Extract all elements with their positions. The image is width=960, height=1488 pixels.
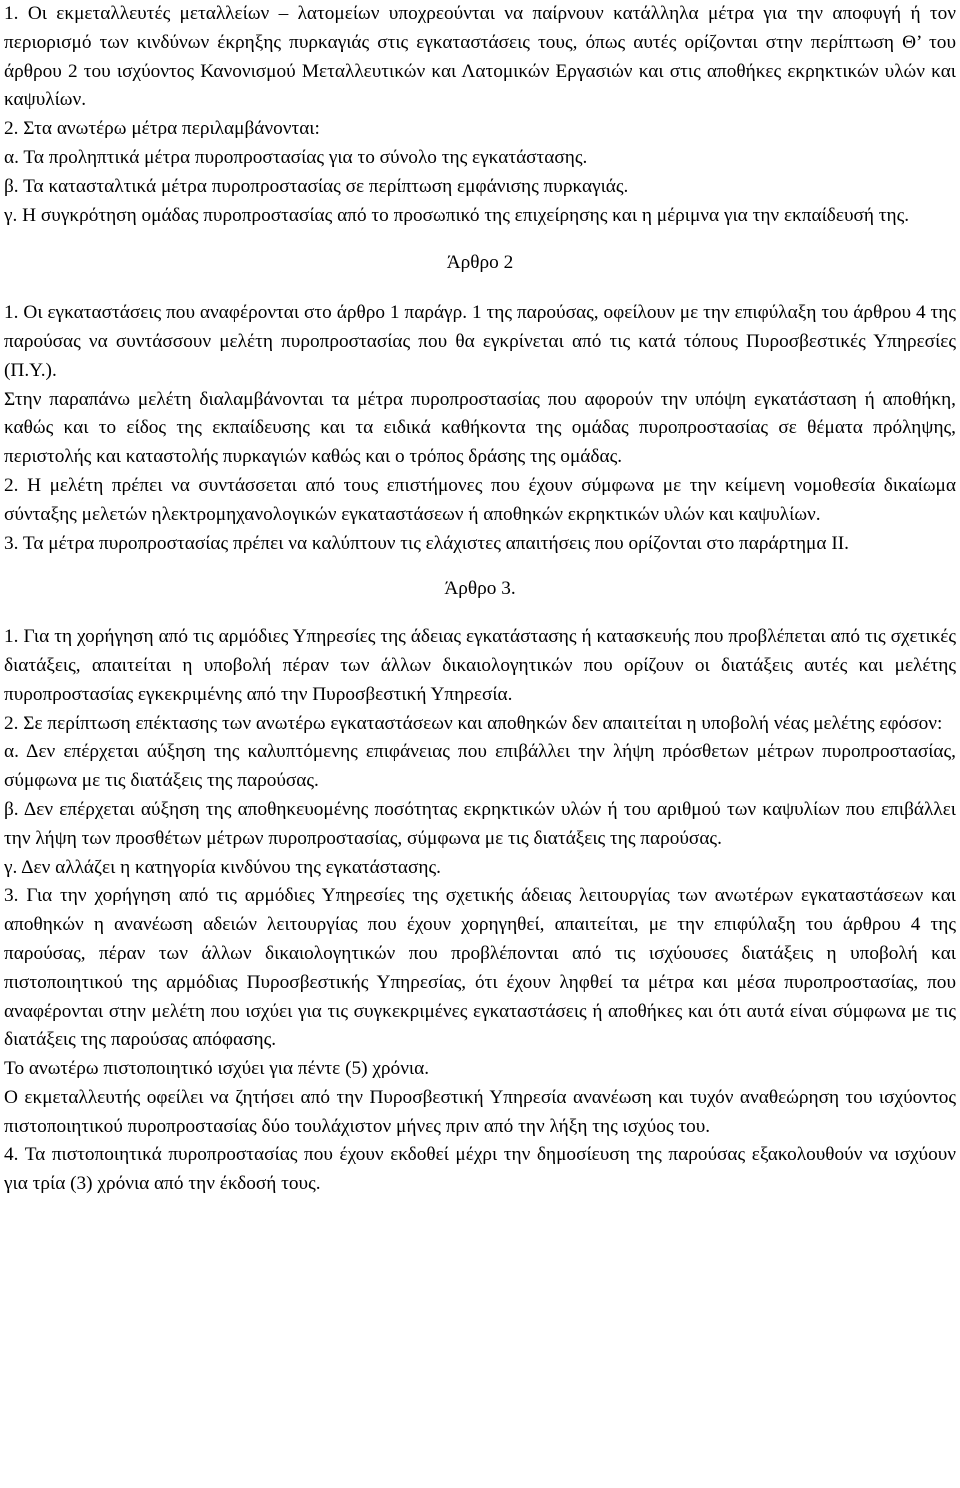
article2-heading: Άρθρο 2 bbox=[446, 252, 514, 274]
article2-paragraph-2: 2. Η μελέτη πρέπει να συντάσσεται από τους επιστήμονες που έχουν σύμφωνα με την κείμενη νομοθεσία δικαίωμα σύνταξης μελετών ηλεκτρομηχανολογικών εγκαταστάσεων ή αποθηκών εκρηκτικών υλών και καψυλίων. bbox=[4, 474, 956, 525]
article2-paragraph-1-cont: Στην παραπάνω μελέτη διαλαμβάνονται τα μέτρα πυροπροστασίας που αφορούν την υπόψη εγκατάσταση ή αποθήκη, καθώς και το είδος της εκπαίδευσης και τα ειδικά καθήκοντα της ομάδας πυροπροστασίας σε θέματα πρόληψης, περιστολής και καταστολής πυρκαγιών καθώς και ο τρόπος δράσης της ομάδας. bbox=[4, 388, 956, 468]
article3-item-c: γ. Δεν αλλάζει η κατηγορία κινδύνου της εγκατάστασης. bbox=[4, 856, 441, 878]
article3-renewal-obligation: Ο εκμεταλλευτής οφείλει να ζητήσει από την Πυροσβεστική Υπηρεσία ανανέωση και τυχόν αναθεώρηση του ισχύοντος πιστοποιητικού πυροπροστασίας δύο τουλάχιστον μήνες πριν από την λήξη της ισχύος του. bbox=[4, 1086, 956, 1137]
article3-paragraph-1: 1. Για τη χορήγηση από τις αρμόδιες Υπηρεσίες της άδειας εγκατάστασης ή κατασκευής που προβλέπεται από τις σχετικές διατάξεις, απαιτείται η υποβολή πέραν των άλλων δικαιολογητικών που ορίζουν οι διατάξεις αυτές και μελέτης πυροπροστασίας εγκεκριμένης από την Πυροσβεστική Υπηρεσία. bbox=[4, 626, 956, 705]
article1-item-b: β. Τα κατασταλτικά μέτρα πυροπροστασίας σε περίπτωση εμφάνισης πυρκαγιάς. bbox=[4, 175, 629, 197]
article2-paragraph-3: 3. Τα μέτρα πυροπροστασίας πρέπει να καλύπτουν τις ελάχιστες απαιτήσεις που ορίζονται στο παράρτημα ΙΙ. bbox=[4, 532, 849, 554]
article3-paragraph-3: 3. Για την χορήγηση από τις αρμόδιες Υπηρεσίες της σχετικής άδειας λειτουργίας των ανωτέρων εγκαταστάσεων και αποθηκών η ανανέωση αδειών λειτουργίας που έχουν χορηγηθεί, απαιτείται, με την επιφύλαξη του άρθρου 4 της παρούσας, πέραν των άλλων δικαιολογητικών που προβλέπονται από τις ισχύουσες διατάξεις η υποβολή και πιστοποιητικού της αρμόδιας Πυροσβεστικής Υπηρεσίας, ότι έχουν ληφθεί τα μέτρα και μέσα πυροπροστασίας, που αναφέρονται στην μελέτη που ισχύει για τις συγκεκριμένες εγκαταστάσεις ή αποθήκες και ότι αυτά είναι σύμφωνα με τις διατάξεις της παρούσας απόφασης. bbox=[4, 885, 956, 1051]
article1-item-a: α. Τα προληπτικά μέτρα πυροπροστασίας για το σύνολο της εγκατάστασης. bbox=[4, 146, 588, 168]
article3-certificate-validity: Το ανωτέρω πιστοποιητικό ισχύει για πέντε (5) χρόνια. bbox=[4, 1058, 430, 1080]
article3-paragraph-4: 4. Τα πιστοποιητικά πυροπροστασίας που έχουν εκδοθεί μέχρι την δημοσίευση της παρούσας εξακολουθούν να ισχύουν για τρία (3) χρόνια από την έκδοσή τους. bbox=[4, 1144, 956, 1195]
article3-item-a: α. Δεν επέρχεται αύξηση της καλυπτόμενης επιφάνειας που επιβάλλει την λήψη πρόσθετων μέτρων πυροπροστασίας, σύμφωνα με τις διατάξεις της παρούσας. bbox=[4, 741, 956, 792]
article3-item-b: β. Δεν επέρχεται αύξηση της αποθηκευομένης ποσότητας εκρηκτικών υλών ή του αριθμού των καψυλίων που επιβάλλει την λήψη των προσθέτων μέτρων πυροπροστασίας, σύμφωνα με τις διατάξεις της παρούσας. bbox=[4, 798, 956, 849]
article3-paragraph-2: 2. Σε περίπτωση επέκτασης των ανωτέρω εγκαταστάσεων και αποθηκών δεν απαιτείται η υποβολή νέας μελέτης εφόσον: bbox=[4, 712, 943, 734]
article1-item-c: γ. Η συγκρότηση ομάδας πυροπροστασίας από το προσωπικό της επιχείρησης και η μέριμνα για την εκπαίδευσή της. bbox=[4, 204, 910, 226]
article2-paragraph-1: 1. Οι εγκαταστάσεις που αναφέρονται στο άρθρο 1 παράγρ. 1 της παρούσας, οφείλουν με την επιφύλαξη του άρθρου 4 της παρούσας να συντάσσουν μελέτη πυροπροστασίας που θα εγκρίνεται από τις κατά τόπους Πυροσβεστικές Υπηρεσίες (Π.Υ.). bbox=[4, 302, 956, 381]
document-page bbox=[4, 0, 956, 1199]
article1-paragraph-2: 2. Στα ανωτέρω μέτρα περιλαμβάνονται: bbox=[4, 118, 320, 140]
article1-paragraph-1: 1. Οι εκμεταλλευτές μεταλλείων – λατομείων υποχρεούνται να παίρνουν κατάλληλα μέτρα για την αποφυγή ή τον περιορισμό των κινδύνων έκρηξης πυρκαγιάς στις εγκαταστάσεις τους, όπως αυτές ορίζονται στην περίπτωση Θ’ του άρθρου 2 του ισχύοντος Κανονισμού Μεταλλευτικών και Λατομικών Εργασιών και στις αποθήκες εκρηκτικών υλών και καψυλίων. bbox=[4, 3, 956, 111]
article3-heading: Άρθρο 3. bbox=[444, 578, 516, 600]
